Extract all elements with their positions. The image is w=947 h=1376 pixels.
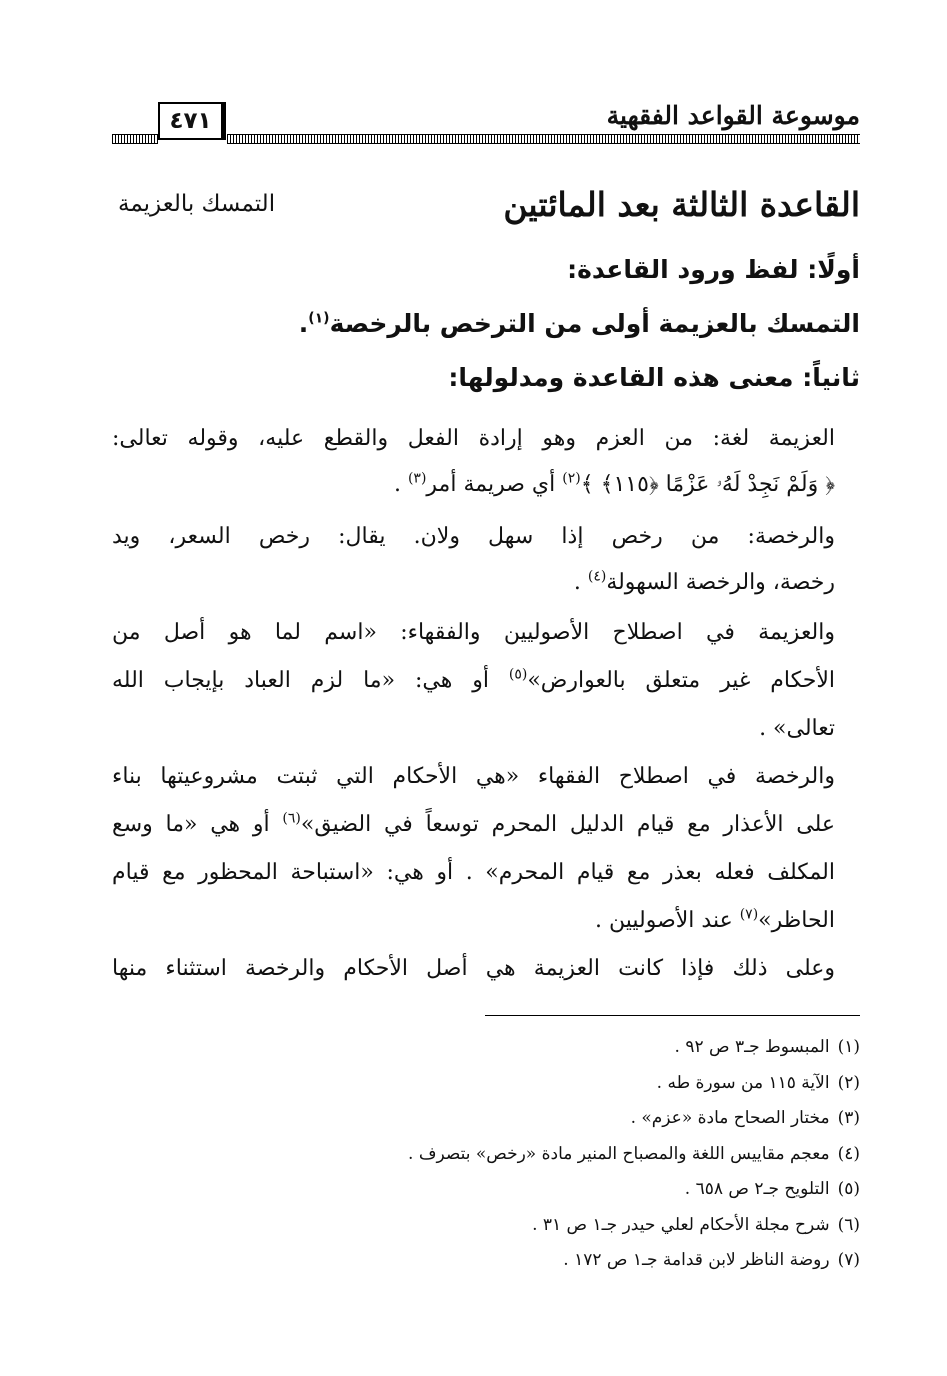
body-line-2 [394,462,835,508]
footnote-text: شرح مجلة الأحكام لعلي حيدر جـ١ ص ٣١ . [532,1214,830,1235]
footnote-number: (٧) [837,1250,860,1270]
body-text: الحاظر» [758,908,835,933]
body-text: أو هي: «ما لزم العباد بإيجاب الله [112,668,509,693]
body-text: عند الأصوليين . [594,908,740,933]
footnote-text: مختار الصحاح مادة «عزم» . [630,1108,830,1128]
footnote-number: (٤) [837,1143,860,1164]
body-text: الأحكام غير متعلق بالعوارض» [527,668,835,693]
page-number: ٤٧١ [158,102,226,140]
footnote [260,1243,860,1279]
body-text: أي صريمة أمر [426,472,563,497]
footnote-ref[interactable]: (٢) [562,470,581,487]
footnote [260,1208,860,1244]
section-heading-second: ثانياً: معنى هذه القاعدة ومدلولها: [448,363,860,392]
footnote-ref[interactable]: (٤) [587,568,607,585]
body-text: رخصة، والرخصة السهولة [606,570,835,595]
rule-statement-text: التمسك بالعزيمة أولى من الترخص بالرخصة [329,309,860,338]
footnote-ref[interactable]: (٦) [282,810,301,827]
rule-title: القاعدة الثالثة بعد المائتين [503,185,860,224]
footnote-number: (٢) [837,1072,860,1093]
footnote-number: (٦) [837,1214,860,1235]
footnote-ref[interactable]: (٧) [739,906,759,923]
footnote-text: معجم مقاييس اللغة والمصباح المنير مادة «رخص» بتصرف . [408,1143,830,1164]
footnote-text: المبسوط جـ٣ ص ٩٢ . [674,1037,830,1057]
footnote-ref[interactable]: (٣) [407,470,427,487]
body-line-4 [574,560,835,606]
footnote [260,1172,860,1208]
body-line-10: المكلف فعله بعذر مع قيام المحرم» . أو هي: «استباحة المحظور مع قيام [112,860,835,885]
section-heading-first: أولًا: لفظ ورود القاعدة: [567,255,860,284]
footnote-number: (١) [837,1037,860,1057]
footnote-number: (٥) [837,1179,860,1199]
body-text: . [573,570,588,595]
rule-statement [299,300,860,348]
body-line-8: والرخصة في اصطلاح الفقهاء «هي الأحكام التي ثبتت مشروعيتها بناء [112,764,835,789]
footnotes [260,1030,860,1279]
footnote [260,1066,860,1102]
rule-subject: التمسك بالعزيمة [118,191,276,217]
body-line-12: وعلى ذلك فإذا كانت العزيمة هي أصل الأحكام والرخصة استثناء منها [112,956,835,981]
body-text: على الأعذار مع قيام الدليل المحرم توسعاً في الضيق» [300,812,835,837]
body-line-5: والعزيمة في اصطلاح الأصوليين والفقهاء: «اسم لما هو أصل من [112,620,835,645]
body-line-11 [595,898,835,944]
footnote-text: روضة الناظر لابن قدامة جـ١ ص ١٧٢ . [563,1250,830,1270]
footnote-number: (٣) [837,1108,860,1128]
footnote-text: التلويح جـ٢ ص ٦٥٨ . [684,1179,830,1199]
header-rule [227,134,860,144]
body-text: أو هي «ما وسع [112,812,283,837]
book-title: موسوعة القواعد الفقهية [606,101,860,130]
footnote-ref[interactable]: (١) [308,310,330,327]
footnote [260,1101,860,1137]
footnote-text: الآية ١١٥ من سورة طه . [656,1072,830,1093]
body-line-7: تعالى» . [759,716,835,741]
header-rule-left [112,134,158,144]
footnote [260,1137,860,1173]
rule-statement-end: . [298,309,309,338]
body-line-1: العزيمة لغة: من العزم وهو إرادة الفعل والقطع عليه، وقوله تعالى: [112,426,835,451]
body-line-9 [112,802,835,848]
footnote-separator [485,1015,860,1016]
footnote-ref[interactable]: (٥) [508,666,528,683]
running-header [112,100,860,146]
footnote [260,1030,860,1066]
body-line-6 [112,658,835,704]
body-text: . [393,472,408,497]
body-line-3: والرخصة: من رخص إذا سهل ولان. يقال: رخص السعر، ويد [112,524,835,549]
quran-verse: ﴿ وَلَمْ نَجِدْ لَهُۥ عَزْمًا ﴿١١٥﴾ ﴾ [580,472,835,497]
